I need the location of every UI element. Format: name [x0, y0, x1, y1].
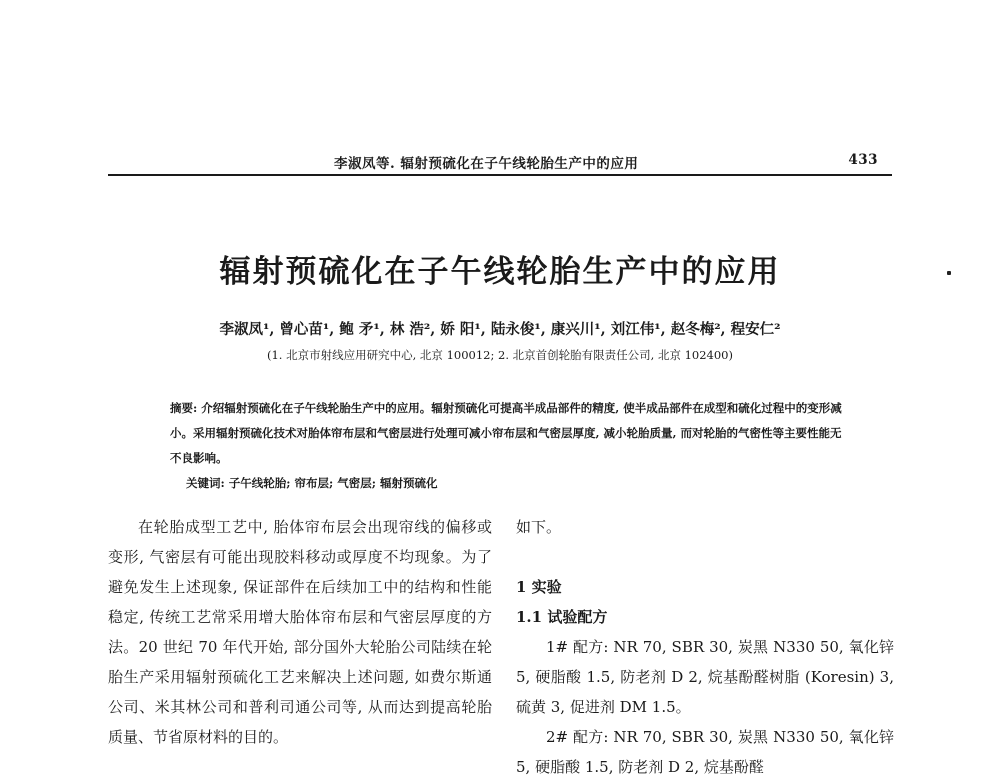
author-list: 李淑凤¹, 曾心苗¹, 鲍 矛¹, 林 浩², 娇 阳¹, 陆永俊¹, 康兴川¹, 刘江伟¹, 赵冬梅², 程安仁²: [219, 321, 781, 338]
continuation-text: 如下。: [516, 518, 562, 536]
right-column: [516, 512, 894, 782]
abstract-block: [170, 396, 842, 496]
running-head-title: 李淑凤等. 辐射预硫化在子午线轮胎生产中的应用: [334, 156, 639, 172]
formula-2: 2# 配方: NR 70, SBR 30, 炭黑 N330 50, 氧化锌 5, 硬脂酸 1.5, 防老剂 D 2, 烷基酚醛: [516, 728, 894, 776]
header-rule: [108, 174, 892, 176]
left-column: [108, 512, 492, 752]
page-number: 433: [848, 152, 878, 168]
scan-speck: [947, 271, 951, 275]
keywords: 关键词: 子午线轮胎; 帘布层; 气密层; 辐射预硫化: [186, 476, 438, 490]
subsection-heading: 1.1 试验配方: [516, 608, 608, 626]
abstract-text: 摘要: 介绍辐射预硫化在子午线轮胎生产中的应用。辐射预硫化可提高半成品部件的精度, 使半成品部件在成型和硫化过程中的变形减小。采用辐射预硫化技术对胎体帘布层和气密层进行处理可减小帘布层和气密层厚度, 减小轮胎质量, 而对轮胎的气密性等主要性能无不良影响。: [170, 401, 842, 465]
section-heading: 1 实验: [516, 578, 562, 596]
intro-paragraph: 在轮胎成型工艺中, 胎体帘布层会出现帘线的偏移或变形, 气密层有可能出现胶料移动或厚度不均现象。为了避免发生上述现象, 保证部件在后续加工中的结构和性能稳定, 传统工艺常采用增大胎体帘布层和气密层厚度的方法。20 世纪 70 年代开始, 部分国外大轮胎公司陆续在轮胎生产采用辐射预硫化工艺来解决上述问题, 如费尔斯通公司、米其林公司和普利司通公司等, 从而达到提高轮胎质量、节省原材料的目的。: [108, 518, 492, 746]
formula-1: 1# 配方: NR 70, SBR 30, 炭黑 N330 50, 氧化锌 5, 硬脂酸 1.5, 防老剂 D 2, 烷基酚醛树脂 (Koresin) 3, 硫黄 3, 促进剂 DM 1.5。: [516, 638, 894, 716]
article-title: 辐射预硫化在子午线轮胎生产中的应用: [219, 254, 781, 290]
affiliations: (1. 北京市射线应用研究中心, 北京 100012; 2. 北京首创轮胎有限责任公司, 北京 102400): [267, 348, 733, 362]
